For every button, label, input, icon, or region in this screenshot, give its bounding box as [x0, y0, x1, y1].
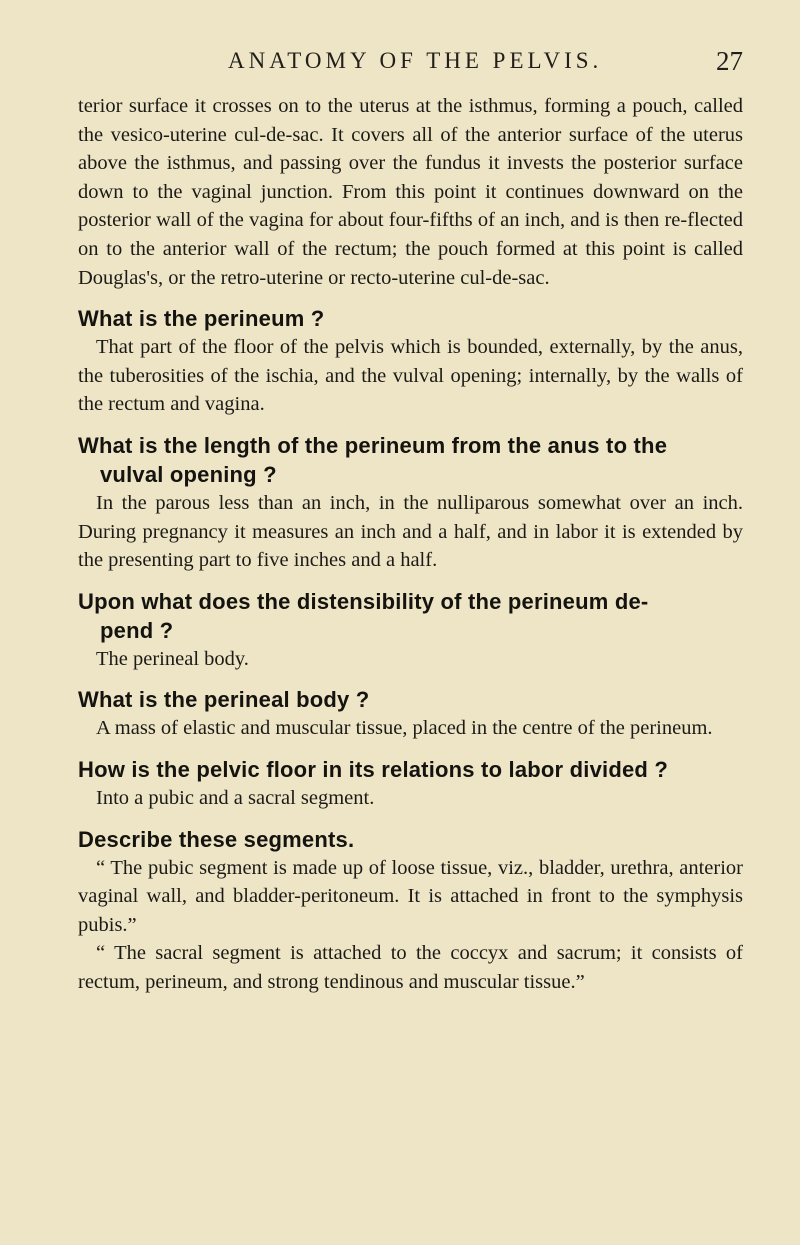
question-perineum-length-line1: What is the length of the perineum from the anus to the: [78, 432, 668, 458]
question-distensibility: [78, 587, 743, 645]
answer-distensibility: The perineal body.: [96, 647, 249, 670]
question-segments: Describe these segments.: [78, 826, 355, 852]
question-perineum-length: [78, 431, 743, 489]
running-title: ANATOMY OF THE PELVIS.: [228, 48, 603, 73]
answer-pelvic-floor: Into a pubic and a sacral segment.: [96, 786, 375, 809]
question-pelvic-floor: How is the pelvic floor in its relations to labor divided ?: [78, 756, 668, 782]
page-number: 27: [716, 46, 743, 76]
answer-perineal-body: A mass of elastic and muscular tissue, placed in the centre of the perineum.: [96, 717, 713, 740]
question-distensibility-line1: Upon what does the distensibility of the perineum de-: [78, 588, 649, 614]
question-perineum: What is the perineum ?: [78, 306, 325, 332]
book-page: [78, 48, 743, 996]
running-header: [78, 48, 743, 92]
answer-perineum-length: In the parous less than an inch, in the nulliparous somewhat over an inch. During pregnancy it measures an inch and a half, and in labor it is extended by the presenting part to five inches and a half.: [78, 491, 743, 572]
answer-perineum: That part of the floor of the pelvis which is bounded, externally, by the anus, the tuberosities of the ischia, and the vulval opening; internally, by the walls of the rectum and vagina.: [78, 336, 743, 416]
answer-pubic-segment: “ The pubic segment is made up of loose tissue, viz., bladder, urethra, anterior vaginal wall, and bladder-peritoneum. It is attached in front to the symphysis pubis.”: [78, 856, 743, 936]
question-distensibility-line2: pend ?: [100, 617, 174, 643]
question-perineal-body: What is the perineal body ?: [78, 687, 370, 713]
intro-paragraph: terior surface it crosses on to the uterus at the isthmus, forming a pouch, called the vesico-uterine cul-de-sac. It covers all of the anterior surface of the uterus above the isthmus, and passing over the fundus it invests the posterior surface down to the vaginal junction. From this point it continues downward on the posterior wall of the vagina for about four-fifths of an inch, and is then re-flected on to the anterior wall of the rectum; the pouch formed at this point is called Douglas's, or the retro-uterine or recto-uterine cul-de-sac.: [78, 95, 743, 289]
question-perineum-length-line2: vulval opening ?: [100, 461, 277, 487]
answer-sacral-segment: “ The sacral segment is attached to the coccyx and sacrum; it consists of rectum, perineum, and strong tendinous and muscular tissue.”: [78, 942, 743, 993]
